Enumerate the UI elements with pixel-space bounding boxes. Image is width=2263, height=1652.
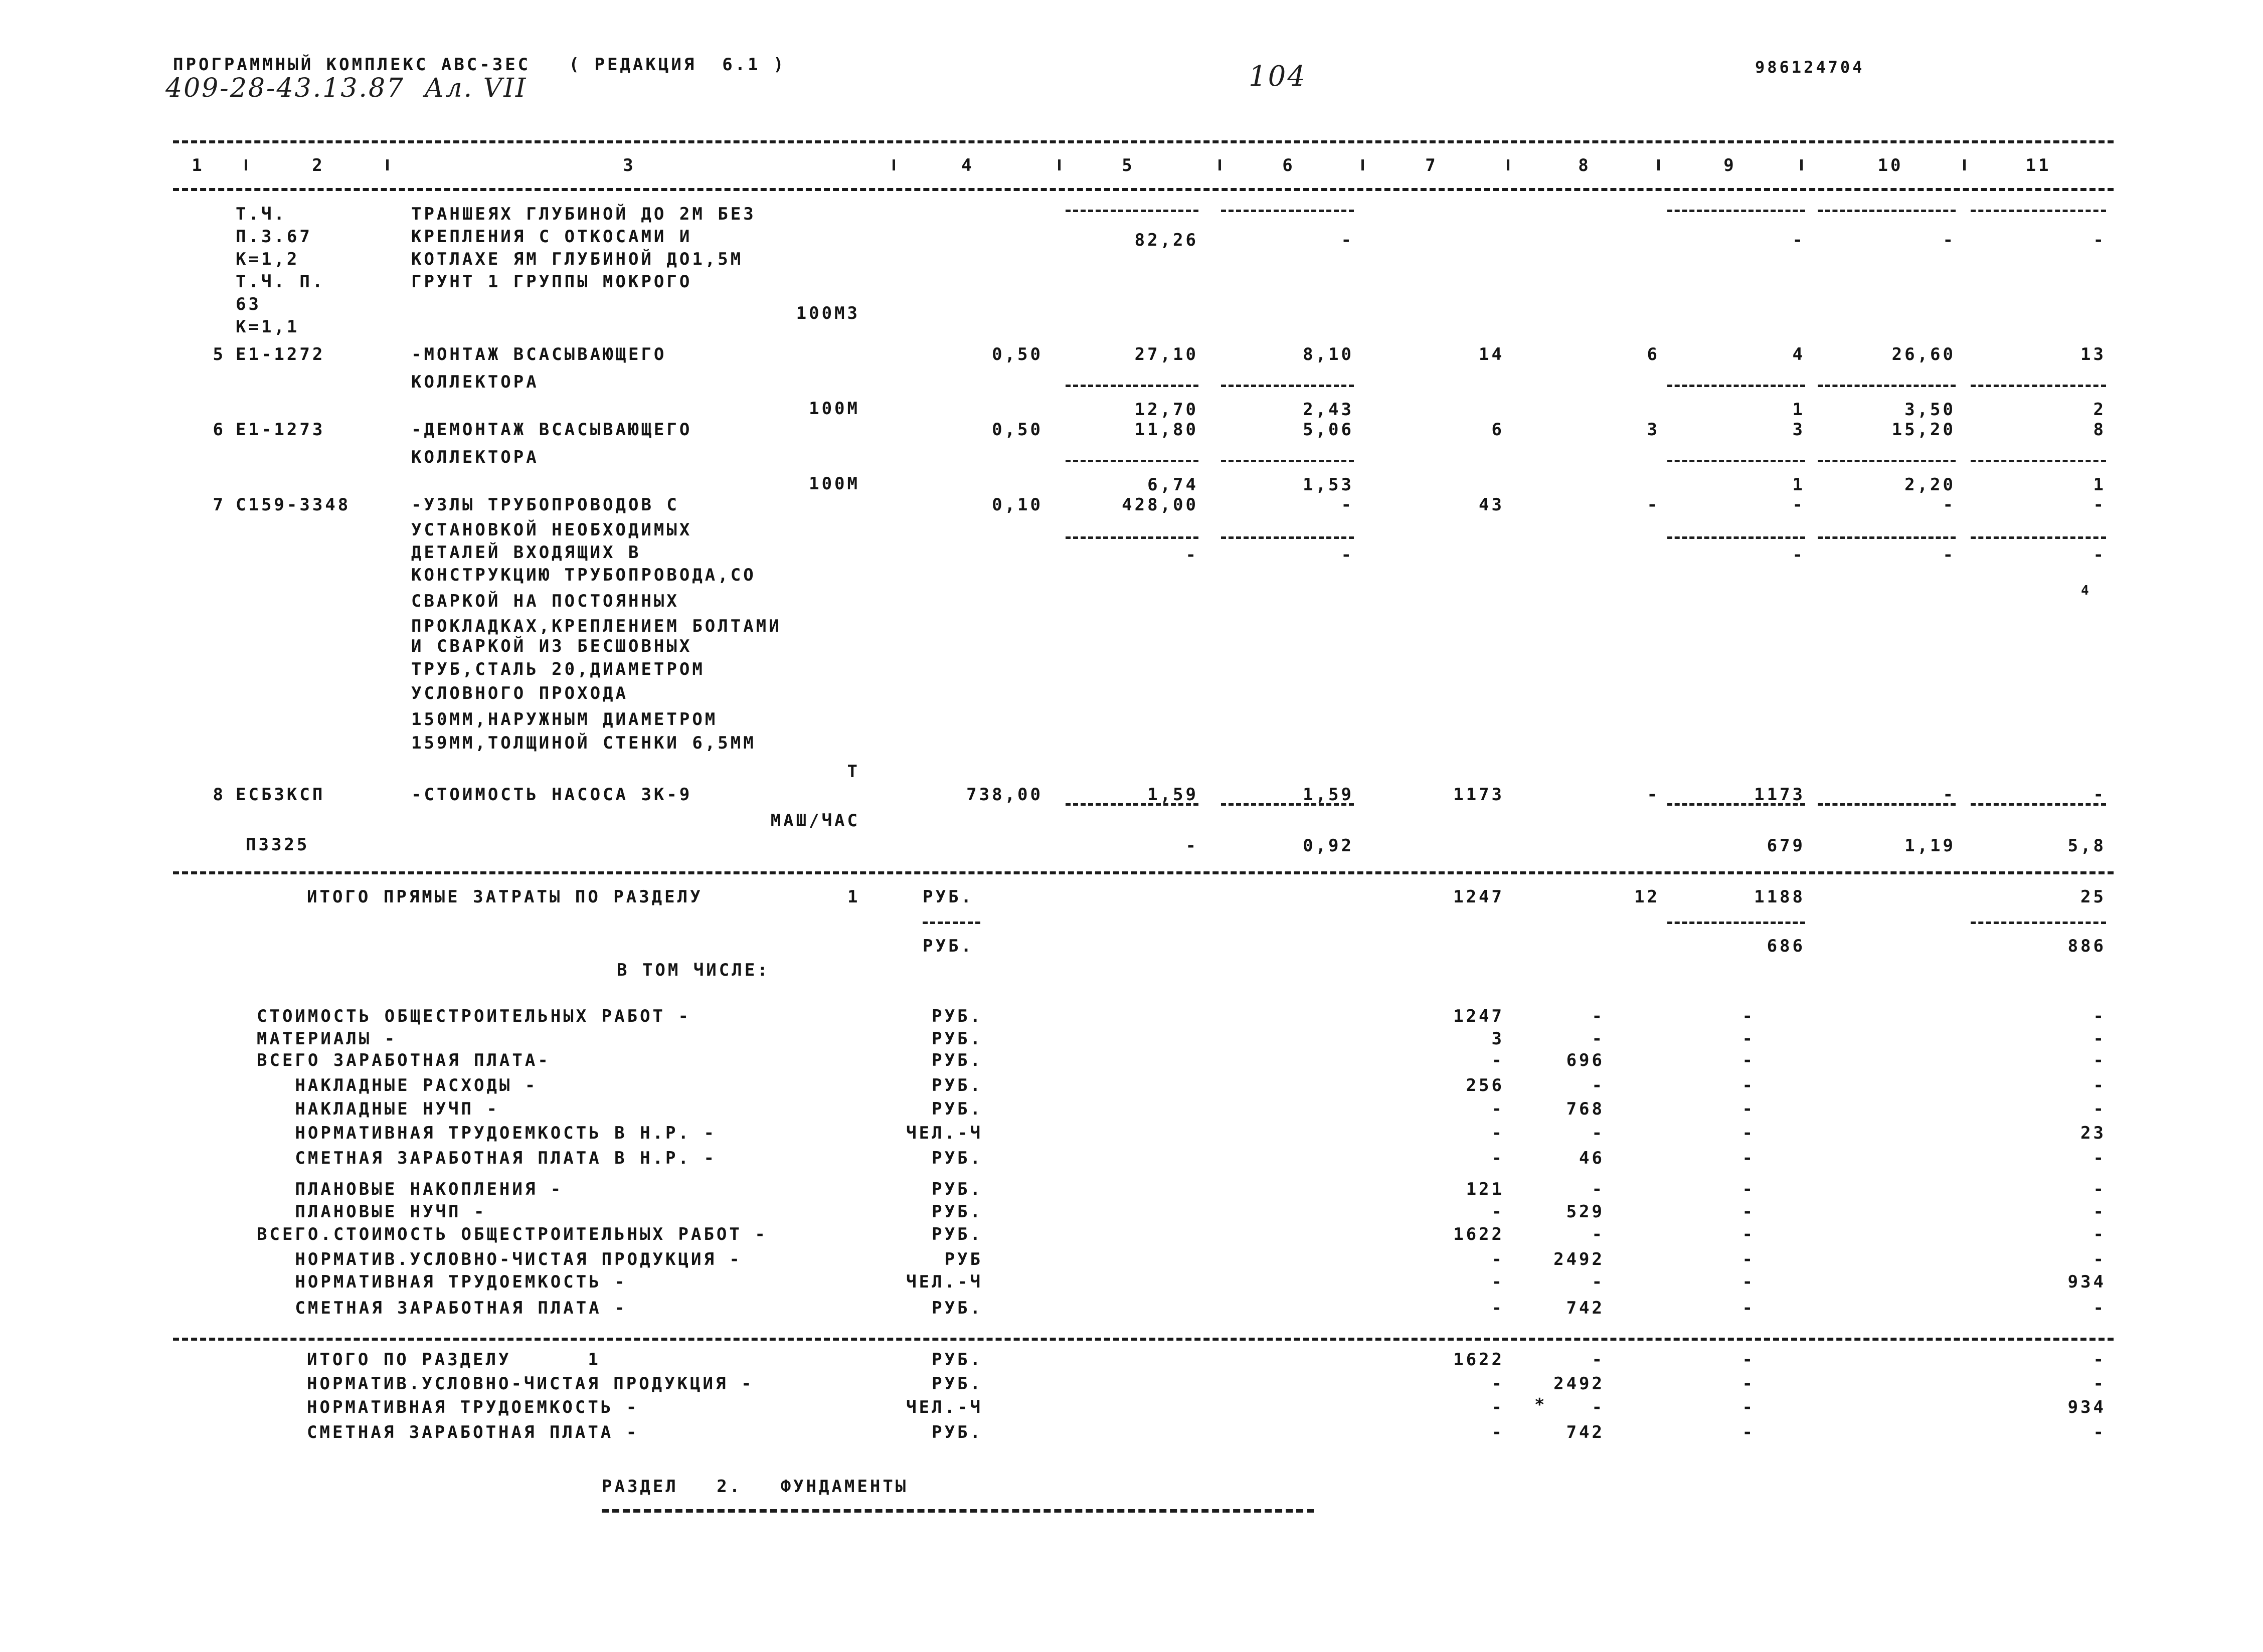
summary-c9: -	[1742, 1099, 1755, 1119]
summary-label: МАТЕРИАЛЫ -	[257, 1029, 398, 1049]
cell-c6b: 1,53	[1303, 475, 1354, 495]
row-code: Т.Ч. П.	[236, 272, 325, 292]
column-header-9: 9	[1723, 155, 1736, 175]
column-header-10: 10	[1877, 155, 1903, 175]
totals-c7: 1247	[1453, 887, 1504, 907]
header-bottom-rule	[173, 188, 2114, 191]
summary-c7: 3	[1491, 1029, 1504, 1049]
summary-c11: 934	[2067, 1272, 2106, 1292]
section-summary-c8: -	[1592, 1350, 1605, 1370]
summary-label: СМЕТНАЯ ЗАРАБОТНАЯ ПЛАТА В Н.Р. -	[257, 1148, 717, 1168]
cell-subrule	[1066, 803, 1198, 806]
cell-subrule	[1818, 385, 1956, 387]
summary-c8: -	[1592, 1179, 1605, 1199]
row-description: ТРУБ,СТАЛЬ 20,ДИАМЕТРОМ	[411, 659, 705, 679]
cell-subrule	[1818, 536, 1956, 539]
cell-c5b: 12,70	[1134, 400, 1198, 420]
totals-subrule-9	[1667, 922, 1805, 924]
column-header-3: 3	[623, 155, 636, 175]
row-description: -УЗЛЫ ТРУБОПРОВОДОВ С	[411, 495, 679, 515]
cell-c10a: 26,60	[1891, 344, 1956, 364]
cell-c5a: 11,80	[1134, 420, 1198, 440]
stray-mark: *	[1534, 1395, 1547, 1415]
column-separator	[1963, 159, 1966, 170]
section-summary-label: НОРМАТИВ.УСЛОВНО-ЧИСТАЯ ПРОДУКЦИЯ -	[307, 1374, 754, 1394]
summary-unit: РУБ.	[932, 1148, 983, 1168]
summary-c8: 742	[1566, 1298, 1605, 1318]
summary-c8: 768	[1566, 1099, 1605, 1119]
cell-c9b: 1	[1792, 475, 1805, 495]
summary-unit: РУБ.	[932, 1202, 983, 1222]
summary-label: НОРМАТИВ.УСЛОВНО-ЧИСТАЯ ПРОДУКЦИЯ -	[257, 1249, 742, 1269]
summary-c11: -	[2093, 1029, 2106, 1049]
summary-c11: -	[2093, 1202, 2106, 1222]
section-summary-c7: 1622	[1453, 1350, 1504, 1370]
cell-c6a: 5,06	[1303, 420, 1354, 440]
row-description: И СВАРКОЙ ИЗ БЕСШОВНЫХ	[411, 636, 692, 656]
cell-c9a: 1173	[1754, 785, 1805, 805]
row-description: ДЕТАЛЕЙ ВХОДЯЩИХ В	[411, 542, 641, 563]
cell-subrule	[1818, 803, 1956, 806]
cell-c11b: 5,8	[2067, 836, 2106, 856]
program-title: ПРОГРАММНЫЙ КОМПЛЕКС АВС-ЗЕС ( РЕДАКЦИЯ 6.1 )	[173, 55, 786, 75]
cell-c5b: 6,74	[1147, 475, 1198, 495]
summary-c7: -	[1491, 1272, 1504, 1292]
section-summary-c11: -	[2093, 1374, 2106, 1394]
summary-c8: -	[1592, 1224, 1605, 1244]
summary-unit: РУБ.	[932, 1179, 983, 1199]
cell-c9a: 4	[1792, 344, 1805, 364]
totals-c8: 12	[1634, 887, 1660, 907]
section-summary-unit: РУБ.	[932, 1422, 983, 1442]
summary-c11: -	[2093, 1148, 2106, 1168]
cell-subrule	[1221, 803, 1354, 806]
summary-unit: РУБ.	[932, 1006, 983, 1026]
cell-subrule	[1066, 536, 1198, 539]
section-summary-c9: -	[1742, 1350, 1755, 1370]
section-summary-c8: -	[1592, 1397, 1605, 1417]
summary-unit: РУБ.	[932, 1298, 983, 1318]
summary-label: ВСЕГО.СТОИМОСТЬ ОБЩЕСТРОИТЕЛЬНЫХ РАБОТ -	[257, 1224, 768, 1244]
section-summary-unit: ЧЕЛ.-Ч	[906, 1397, 983, 1417]
cell-subrule	[1667, 210, 1805, 212]
summary-label: СМЕТНАЯ ЗАРАБОТНАЯ ПЛАТА -	[257, 1298, 627, 1318]
totals-unit-2: РУБ.	[923, 936, 974, 956]
cell-c4: 0,10	[992, 495, 1043, 515]
row-description: 159ММ,ТОЛЩИНОЙ СТЕНКИ 6,5ММ	[411, 733, 756, 753]
summary-unit: РУБ.	[932, 1075, 983, 1095]
cell-subrule	[1066, 460, 1198, 462]
row-description: УСЛОВНОГО ПРОХОДА	[411, 683, 628, 703]
summary-c7: 1247	[1453, 1006, 1504, 1026]
cell-c5b: 82,26	[1134, 230, 1198, 250]
cell-c7: 14	[1479, 344, 1504, 364]
next-section-underline	[602, 1509, 1314, 1513]
section-summary-label: СМЕТНАЯ ЗАРАБОТНАЯ ПЛАТА -	[307, 1422, 639, 1442]
summary-c8: -	[1592, 1075, 1605, 1095]
row-number: 5	[213, 344, 226, 364]
row-code: ЕСБЗКСП	[236, 785, 325, 805]
column-header-11: 11	[2025, 155, 2051, 175]
summary-c7: -	[1491, 1099, 1504, 1119]
cell-c9b: 1	[1792, 400, 1805, 420]
summary-label: НОРМАТИВНАЯ ТРУДОЕМКОСТЬ -	[257, 1272, 627, 1292]
summary-c9: -	[1742, 1272, 1755, 1292]
column-header-2: 2	[312, 155, 325, 175]
row-number: 7	[213, 495, 226, 515]
row-unit: 100М	[809, 474, 860, 494]
cell-subrule	[1221, 536, 1354, 539]
cell-c10a: -	[1943, 495, 1956, 515]
column-separator	[893, 159, 895, 170]
summary-c9: -	[1742, 1202, 1755, 1222]
cell-c10b: 1,19	[1904, 836, 1956, 856]
including-heading: В ТОМ ЧИСЛЕ:	[617, 960, 770, 980]
cell-c11a: 8	[2093, 420, 2106, 440]
section-summary-c9: -	[1742, 1374, 1755, 1394]
summary-c7: -	[1491, 1298, 1504, 1318]
summary-unit: ЧЕЛ.-Ч	[906, 1123, 983, 1143]
totals-unit: РУБ.	[923, 887, 974, 907]
row-unit: 100М	[809, 399, 860, 419]
summary-c7: -	[1491, 1123, 1504, 1143]
summary-c7: 256	[1466, 1075, 1504, 1095]
summary-c11: -	[2093, 1099, 2106, 1119]
cell-c7: 6	[1491, 420, 1504, 440]
cell-subrule	[1066, 210, 1198, 212]
row-code: К=1,2	[236, 249, 300, 269]
cell-c6b: 0,92	[1303, 836, 1354, 856]
row-code: Е1-1273	[236, 420, 325, 440]
row8-code-2: П3325	[246, 835, 310, 855]
row-description: ТРАНШЕЯХ ГЛУБИНОЙ ДО 2М БЕЗ	[411, 204, 756, 224]
summary-c9: -	[1742, 1006, 1755, 1026]
section-summary-label: ИТОГО ПО РАЗДЕЛУ 1	[307, 1350, 601, 1370]
cell-c7: 1173	[1453, 785, 1504, 805]
totals-c11: 25	[2080, 887, 2106, 907]
cell-c6b: -	[1341, 230, 1354, 250]
summary-c9: -	[1742, 1075, 1755, 1095]
summary-c9: -	[1742, 1249, 1755, 1269]
cell-c4: 0,50	[992, 344, 1043, 364]
cell-subrule	[1667, 803, 1805, 806]
column-header-1: 1	[192, 155, 205, 175]
cell-c8: -	[1647, 495, 1660, 515]
cell-subrule	[1221, 460, 1354, 462]
row-unit: Т	[847, 762, 860, 782]
document-id: 986124704	[1755, 58, 1865, 77]
summary-c11: -	[2093, 1050, 2106, 1070]
cell-c10a: -	[1943, 785, 1956, 805]
summary-c11: -	[2093, 1224, 2106, 1244]
summary-c7: -	[1491, 1148, 1504, 1168]
column-header-8: 8	[1578, 155, 1591, 175]
summary-c8: -	[1592, 1006, 1605, 1026]
row-description: ПРОКЛАДКАХ,КРЕПЛЕНИЕМ БОЛТАМИ	[411, 616, 782, 636]
summary-c8: 46	[1579, 1148, 1605, 1168]
cell-subrule	[1818, 460, 1956, 462]
margin-mark: 4	[2081, 583, 2092, 598]
summary-unit: ЧЕЛ.-Ч	[906, 1272, 983, 1292]
summary-c9: -	[1742, 1050, 1755, 1070]
totals-label: ИТОГО ПРЯМЫЕ ЗАТРАТЫ ПО РАЗДЕЛУ	[307, 887, 703, 907]
summary-c9: -	[1742, 1298, 1755, 1318]
column-separator	[1507, 159, 1509, 170]
cell-c5a: 1,59	[1147, 785, 1198, 805]
summary-c11: -	[2093, 1298, 2106, 1318]
cell-c6a: 1,59	[1303, 785, 1354, 805]
cell-c6a: 8,10	[1303, 344, 1354, 364]
handwritten-project-code: 409-28-43.13.87 Ал. VII	[165, 73, 528, 103]
summary-c11: -	[2093, 1179, 2106, 1199]
summary-c11: -	[2093, 1075, 2106, 1095]
row-description: 150ММ,НАРУЖНЫМ ДИАМЕТРОМ	[411, 709, 718, 729]
cell-subrule	[1971, 385, 2106, 387]
row-description: КОТЛАХЕ ЯМ ГЛУБИНОЙ ДО1,5М	[411, 249, 744, 269]
row-code: 63	[236, 294, 261, 314]
cell-c9a: 3	[1792, 420, 1805, 440]
cell-c6b: -	[1341, 545, 1354, 565]
column-separator	[1657, 159, 1660, 170]
totals-c9b: 686	[1767, 936, 1805, 956]
cell-c11b: -	[2093, 545, 2106, 565]
cell-subrule	[1971, 460, 2106, 462]
cell-c4: 738,00	[966, 785, 1043, 805]
summary-c8: -	[1592, 1123, 1605, 1143]
section-summary-unit: РУБ.	[932, 1350, 983, 1370]
row-unit: МАШ/ЧАС	[770, 811, 860, 831]
summary-c8: 2492	[1553, 1249, 1605, 1269]
header-top-rule	[173, 140, 2114, 143]
summary-label: ПЛАНОВЫЕ НУЧП -	[257, 1202, 487, 1222]
row-description: -ДЕМОНТАЖ ВСАСЫВАЮЩЕГО	[411, 420, 692, 440]
column-header-5: 5	[1122, 155, 1135, 175]
totals-subrule-11	[1971, 922, 2106, 924]
cell-c9a: -	[1792, 495, 1805, 515]
row-unit: 100М3	[796, 303, 860, 323]
row-number: 6	[213, 420, 226, 440]
column-separator	[1058, 159, 1061, 170]
summary-c7: -	[1491, 1249, 1504, 1269]
section-summary-c7: -	[1491, 1374, 1504, 1394]
totals-rule	[173, 871, 2114, 874]
summary-label: ВСЕГО ЗАРАБОТНАЯ ПЛАТА-	[257, 1050, 551, 1070]
cell-subrule	[1971, 803, 2106, 806]
summary-c9: -	[1742, 1224, 1755, 1244]
section-summary-c8: 2492	[1553, 1374, 1605, 1394]
summary-c9: -	[1742, 1123, 1755, 1143]
cell-c11b: -	[2093, 230, 2106, 250]
summary-unit: РУБ.	[932, 1224, 983, 1244]
column-separator	[1218, 159, 1221, 170]
summary-label: НАКЛАДНЫЕ НУЧП -	[257, 1099, 499, 1119]
row-description: КОЛЛЕКТОРА	[411, 372, 539, 392]
summary-unit: РУБ.	[932, 1029, 983, 1049]
cell-c5b: -	[1185, 836, 1198, 856]
summary-label: СТОИМОСТЬ ОБЩЕСТРОИТЕЛЬНЫХ РАБОТ -	[257, 1006, 691, 1026]
cell-c11b: 2	[2093, 400, 2106, 420]
cell-c5a: 27,10	[1134, 344, 1198, 364]
summary-unit: РУБ	[944, 1249, 983, 1269]
column-separator	[245, 159, 247, 170]
column-separator	[1361, 159, 1364, 170]
cell-subrule	[1971, 210, 2106, 212]
cell-subrule	[1221, 385, 1354, 387]
cell-c8: 6	[1647, 344, 1660, 364]
summary-c7: 121	[1466, 1179, 1504, 1199]
summary-label: НАКЛАДНЫЕ РАСХОДЫ -	[257, 1075, 538, 1095]
cell-c7: 43	[1479, 495, 1504, 515]
cell-subrule	[1818, 210, 1956, 212]
row-description: -СТОИМОСТЬ НАСОСА 3К-9	[411, 785, 692, 805]
summary-label: ПЛАНОВЫЕ НАКОПЛЕНИЯ -	[257, 1179, 564, 1199]
row-description: СВАРКОЙ НА ПОСТОЯННЫХ	[411, 591, 679, 611]
cell-c5b: -	[1185, 545, 1198, 565]
cell-subrule	[1066, 385, 1198, 387]
summary-c9: -	[1742, 1179, 1755, 1199]
row-description: КОЛЛЕКТОРА	[411, 447, 539, 467]
row-description: УСТАНОВКОЙ НЕОБХОДИМЫХ	[411, 520, 692, 540]
section-summary-unit: РУБ.	[932, 1374, 983, 1394]
summary-c8: -	[1592, 1272, 1605, 1292]
cell-c6a: -	[1341, 495, 1354, 515]
summary-c11: -	[2093, 1006, 2106, 1026]
totals-section: 1	[847, 887, 860, 907]
cell-c10b: 2,20	[1904, 475, 1956, 495]
summary-unit: РУБ.	[932, 1050, 983, 1070]
row-description: КОНСТРУКЦИЮ ТРУБОПРОВОДА,СО	[411, 565, 756, 585]
cell-c11a: -	[2093, 785, 2106, 805]
section-summary-c8: 742	[1566, 1422, 1605, 1442]
column-header-7: 7	[1425, 155, 1438, 175]
summary-c7: -	[1491, 1202, 1504, 1222]
totals-subrule-unit	[923, 922, 980, 924]
section-summary-c11: -	[2093, 1422, 2106, 1442]
cell-c8: -	[1647, 785, 1660, 805]
summary-c11: 23	[2080, 1123, 2106, 1143]
page-number: 104	[1249, 60, 1307, 93]
cell-c11b: 1	[2093, 475, 2106, 495]
row-description: -МОНТАЖ ВСАСЫВАЮЩЕГО	[411, 344, 667, 364]
column-header-4: 4	[961, 155, 974, 175]
summary-label: НОРМАТИВНАЯ ТРУДОЕМКОСТЬ В Н.Р. -	[257, 1123, 717, 1143]
row-code: С159-3348	[236, 495, 351, 515]
summary-c8: -	[1592, 1029, 1605, 1049]
cell-c5a: 428,00	[1122, 495, 1198, 515]
summary-c7: -	[1491, 1050, 1504, 1070]
row-code: Е1-1272	[236, 344, 325, 364]
row-code: П.3.67	[236, 227, 312, 247]
totals-c11b: 886	[2067, 936, 2106, 956]
row-description: КРЕПЛЕНИЯ С ОТКОСАМИ И	[411, 227, 692, 247]
cell-c9b: -	[1792, 230, 1805, 250]
cell-c6b: 2,43	[1303, 400, 1354, 420]
summary-c8: 696	[1566, 1050, 1605, 1070]
cell-c10b: -	[1943, 230, 1956, 250]
cell-subrule	[1221, 210, 1354, 212]
section-summary-c9: -	[1742, 1422, 1755, 1442]
section-summary-c7: -	[1491, 1422, 1504, 1442]
cell-c9b: 679	[1767, 836, 1805, 856]
cell-c10b: 3,50	[1904, 400, 1956, 420]
cell-c8: 3	[1647, 420, 1660, 440]
next-section-heading: РАЗДЕЛ 2. ФУНДАМЕНТЫ	[602, 1477, 909, 1497]
summary-rule	[173, 1338, 2114, 1341]
column-separator	[1800, 159, 1803, 170]
cell-subrule	[1667, 536, 1805, 539]
column-separator	[386, 159, 389, 170]
section-summary-c7: -	[1491, 1397, 1504, 1417]
cell-c11a: -	[2093, 495, 2106, 515]
summary-c11: -	[2093, 1249, 2106, 1269]
cell-subrule	[1667, 385, 1805, 387]
totals-c9: 1188	[1754, 887, 1805, 907]
row-code: Т.Ч.	[236, 204, 287, 224]
section-summary-c9: -	[1742, 1397, 1755, 1417]
cell-c10b: -	[1943, 545, 1956, 565]
section-summary-label: НОРМАТИВНАЯ ТРУДОЕМКОСТЬ -	[307, 1397, 639, 1417]
row-number: 8	[213, 785, 226, 805]
cell-c11a: 13	[2080, 344, 2106, 364]
column-header-6: 6	[1282, 155, 1295, 175]
summary-c7: 1622	[1453, 1224, 1504, 1244]
cell-c4: 0,50	[992, 420, 1043, 440]
row-description: ГРУНТ 1 ГРУППЫ МОКРОГО	[411, 272, 692, 292]
summary-c9: -	[1742, 1148, 1755, 1168]
cell-c9b: -	[1792, 545, 1805, 565]
row-code: К=1,1	[236, 317, 300, 337]
cell-subrule	[1971, 536, 2106, 539]
summary-c9: -	[1742, 1029, 1755, 1049]
summary-unit: РУБ.	[932, 1099, 983, 1119]
cell-c10a: 15,20	[1891, 420, 1956, 440]
summary-c8: 529	[1566, 1202, 1605, 1222]
cell-subrule	[1667, 460, 1805, 462]
section-summary-c11: -	[2093, 1350, 2106, 1370]
section-summary-c11: 934	[2067, 1397, 2106, 1417]
